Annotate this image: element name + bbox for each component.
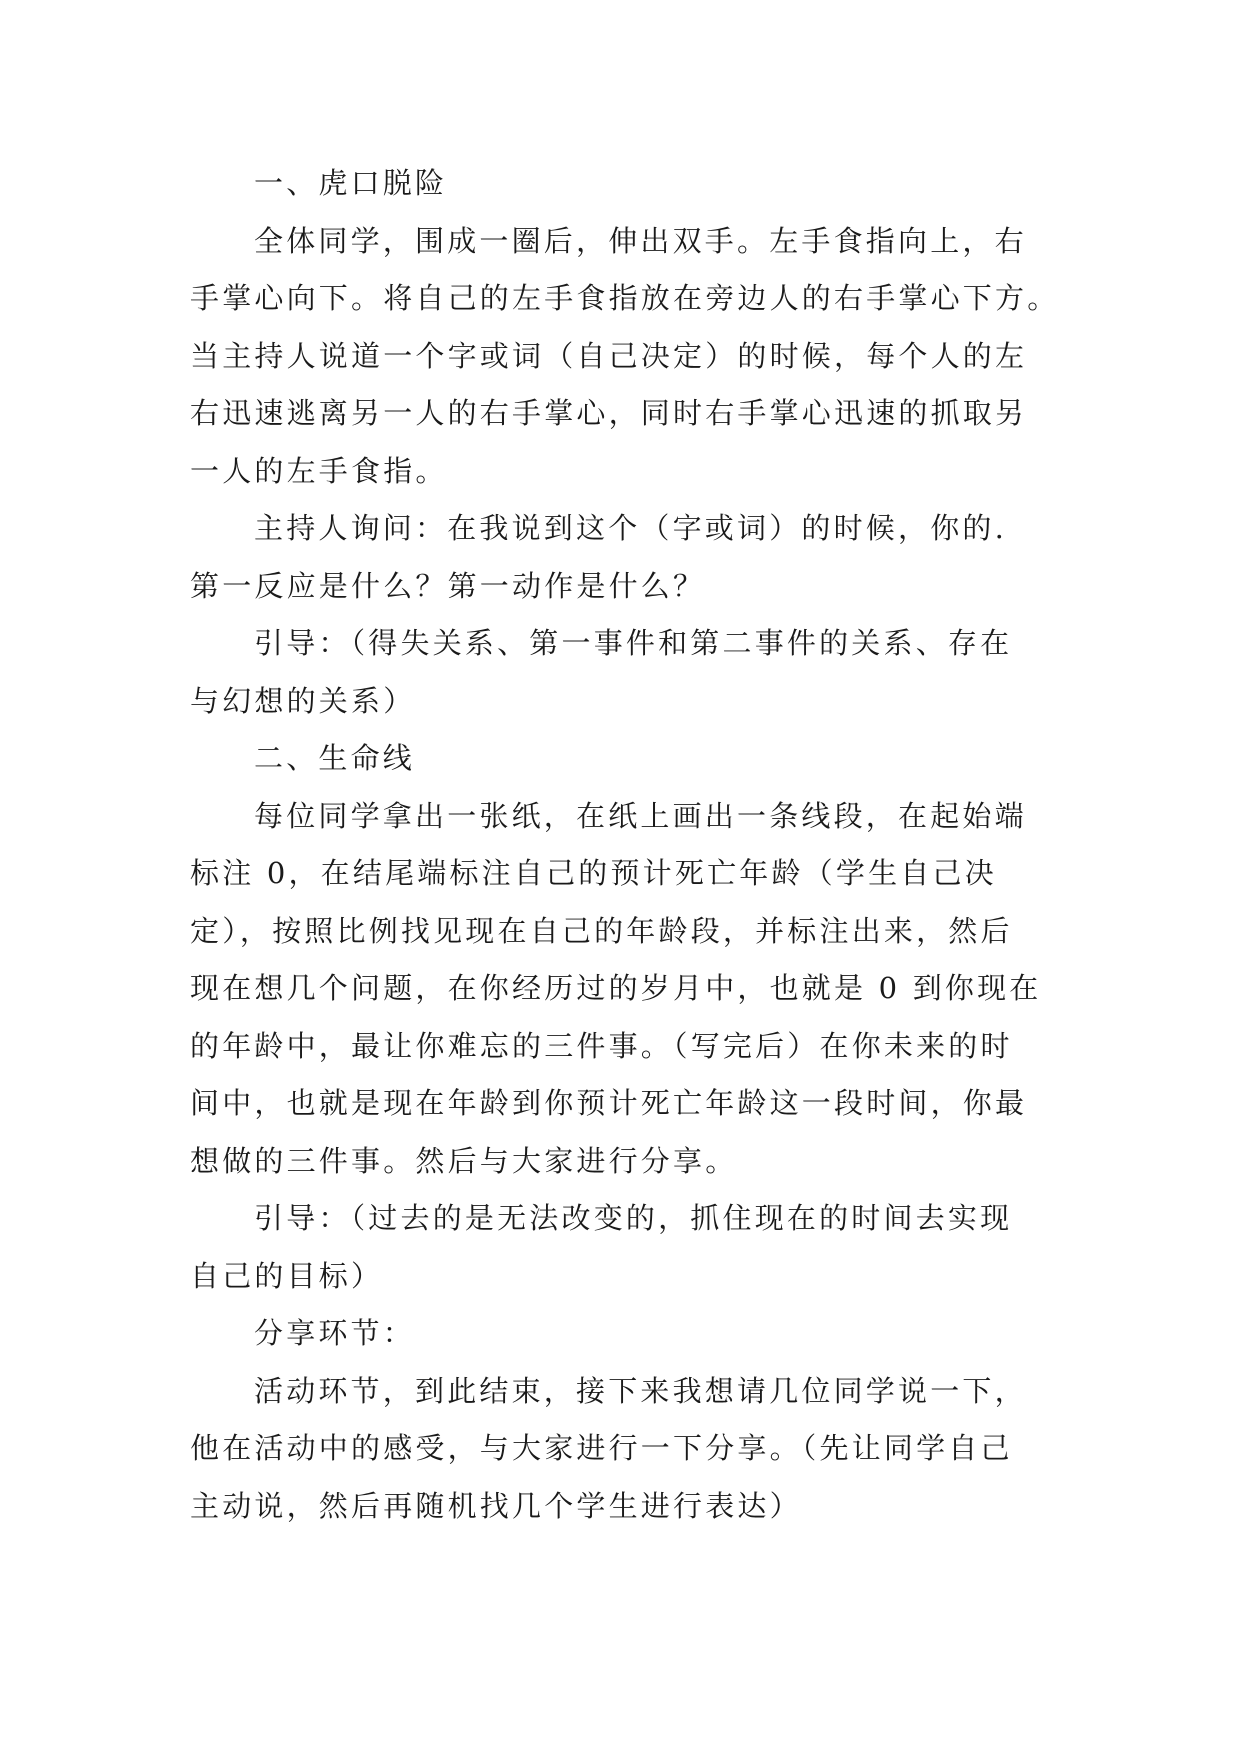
paragraph-line: 与幻想的关系） (190, 683, 416, 718)
paragraph-line: 定），按照比例找见现在自己的年龄段，并标注出来，然后 (190, 913, 1013, 948)
paragraph-line: 他在活动中的感受，与大家进行一下分享。（先让同学自己 (190, 1431, 1013, 1465)
paragraph-line: 每位同学拿出一张纸，在纸上画出一条线段，在起始端 (254, 798, 1027, 833)
paragraph-line: 想做的三件事。然后与大家进行分享。 (190, 1143, 738, 1178)
paragraph-line: 全体同学，围成一圈后，伸出双手。左手食指向上，右 (254, 223, 1027, 258)
section-heading-2: 二、生命线 (254, 741, 416, 775)
paragraph-line: 引导：（过去的是无法改变的，抓住现在的时间去实现 (254, 1201, 1013, 1235)
section-heading-3: 分享环节： (254, 1316, 416, 1350)
paragraph-line: 主持人询问：在我说到这个（字或词）的时候，你的. (254, 511, 1008, 545)
section-heading-1: 一、虎口脱险 (254, 166, 448, 200)
paragraph-line: 标注 0，在结尾端标注自己的预计死亡年龄（学生自己决 (190, 856, 997, 890)
paragraph-line: 一人的左手食指。 (190, 453, 448, 488)
paragraph-line: 当主持人说道一个字或词（自己决定）的时候，每个人的左 (190, 338, 1028, 373)
paragraph-line: 间中，也就是现在年龄到你预计死亡年龄这一段时间，你最 (190, 1086, 1028, 1120)
paragraph-line: 现在想几个问题，在你经历过的岁月中，也就是 0 到你现在 (190, 971, 1042, 1005)
paragraph-line: 右迅速逃离另一人的右手掌心，同时右手掌心迅速的抓取另 (190, 396, 1028, 430)
paragraph-line: 手掌心向下。将自己的左手食指放在旁边人的右手掌心下方。 (190, 281, 1060, 315)
paragraph-line: 活动环节，到此结束，接下来我想请几位同学说一下， (254, 1373, 1027, 1408)
paragraph-line: 第一反应是什么？第一动作是什么？ (190, 568, 706, 603)
paragraph-line: 引导：（得失关系、第一事件和第二事件的关系、存在 (254, 626, 1013, 660)
document-body (190, 155, 1090, 1535)
paragraph-line: 自己的目标） (190, 1258, 384, 1293)
paragraph-line: 的年龄中，最让你难忘的三件事。（写完后）在你未来的时 (190, 1028, 1013, 1063)
paragraph-line: 主动说，然后再随机找几个学生进行表达） (190, 1488, 802, 1523)
